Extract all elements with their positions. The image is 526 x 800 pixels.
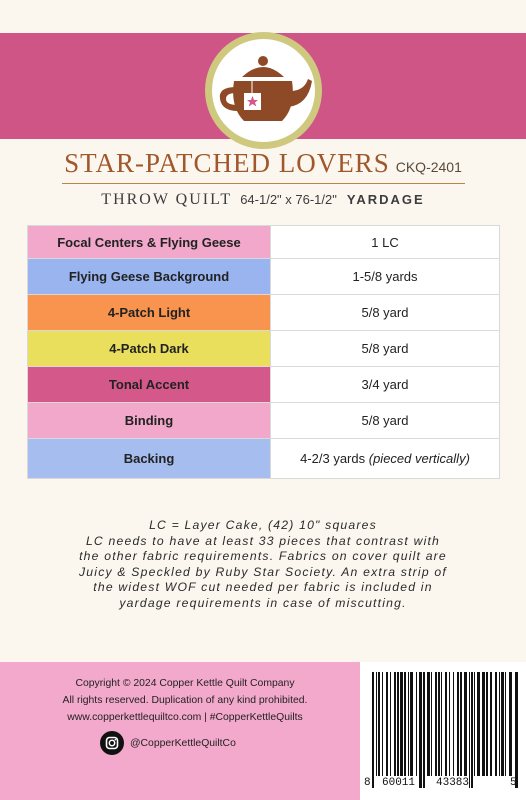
barcode-bar: [376, 672, 377, 776]
fabric-amount: [271, 259, 500, 295]
logo: [205, 32, 322, 149]
yardage-row: [28, 295, 500, 331]
fabric-amount: [271, 295, 500, 331]
barcode-bar: [469, 672, 470, 788]
barcode-bar: [457, 672, 459, 776]
barcode-digit-group: 60011: [382, 777, 416, 789]
barcode-bar: [505, 672, 506, 776]
barcode-bar: [408, 672, 409, 776]
social-link[interactable]: [100, 730, 236, 756]
quilt-size: 64-1/2" x 76-1/2": [240, 192, 337, 207]
website-link[interactable]: www.copperkettlequiltco.com | #CopperKettleQuilts: [67, 712, 303, 723]
barcode-bar: [490, 672, 492, 776]
note-line: Juicy & Speckled by Ruby Star Society. An extra strip of: [79, 564, 447, 579]
yardage-row: [28, 439, 500, 479]
fabric-label: 4-Patch Light: [28, 295, 271, 331]
yardage-row: [28, 367, 500, 403]
barcode-bar: [515, 672, 518, 788]
quilt-type: THROW QUILT: [101, 191, 233, 208]
barcode-digit-group: 5: [510, 777, 517, 789]
barcode-bar: [471, 672, 473, 788]
barcode-bar: [449, 672, 450, 776]
fabric-amount: [271, 403, 500, 439]
social-handle: @CopperKettleQuiltCo: [130, 737, 236, 749]
fabric-label: Flying Geese Background: [28, 259, 271, 295]
barcode-bar: [495, 672, 497, 776]
barcode-bar: [499, 672, 500, 776]
fabric-amount: [271, 226, 500, 259]
barcode-bar: [410, 672, 413, 776]
amount-text: 5/8 yard: [361, 413, 409, 428]
fabric-amount: [271, 439, 500, 479]
fabric-label: Binding: [28, 403, 271, 439]
barcode-bar: [386, 672, 388, 776]
barcode-bar: [445, 672, 447, 776]
barcode-bar: [441, 672, 442, 776]
amount-text: 4-2/3 yards: [300, 451, 366, 466]
barcode-bar: [390, 672, 391, 776]
notes-block: [24, 518, 502, 611]
barcode-bar: [400, 672, 403, 776]
amount-text: 1-5/8 yards: [352, 269, 418, 284]
fabric-label: Backing: [28, 439, 271, 479]
barcode-bar: [431, 672, 432, 776]
barcode-bar: [397, 672, 399, 776]
amount-text: 5/8 yard: [361, 341, 409, 356]
title-divider: [62, 183, 465, 184]
barcode-bar: [382, 672, 383, 776]
teapot-icon: [212, 39, 315, 142]
barcode-bar: [394, 672, 396, 776]
yardage-row: [28, 259, 500, 295]
barcode-bar: [464, 672, 467, 776]
yardage-row: [28, 403, 500, 439]
subtitle-row: [0, 191, 526, 215]
note-line: LC = Layer Cake, (42) 10" squares: [149, 518, 377, 532]
barcode-bar: [460, 672, 462, 776]
note-line: the widest WOF cut needed per fabric is included in: [93, 580, 433, 594]
fabric-label: 4-Patch Dark: [28, 331, 271, 367]
fabric-amount: [271, 331, 500, 367]
barcode-bar: [482, 672, 485, 776]
fabric-label: Tonal Accent: [28, 367, 271, 403]
yardage-table: [27, 225, 500, 479]
barcode-bar: [404, 672, 406, 776]
pattern-code: CKQ-2401: [395, 159, 462, 175]
barcode-bar: [416, 672, 417, 776]
amount-text: 3/4 yard: [361, 377, 409, 392]
pattern-title: STAR-PATCHED LOVERS: [64, 148, 390, 178]
section-heading: YARDAGE: [346, 192, 425, 207]
yardage-row: [28, 226, 500, 259]
barcode-bar: [427, 672, 430, 776]
footer-text: [30, 675, 340, 726]
note-line: LC needs to have at least 33 pieces that contrast with: [85, 533, 441, 548]
barcode-bar: [419, 672, 422, 788]
barcode-bar: [435, 672, 437, 776]
barcode-bar: [486, 672, 488, 776]
barcode-bar: [372, 672, 374, 788]
fabric-label: Focal Centers & Flying Geese: [28, 226, 271, 259]
instagram-icon: [100, 731, 124, 755]
barcode-bar: [501, 672, 504, 776]
barcode-number: [0, 777, 517, 791]
fabric-amount: [271, 367, 500, 403]
note-line: the other fabric requirements. Fabrics on cover quilt are: [79, 549, 447, 563]
rights-text: All rights reserved. Duplication of any kind prohibited.: [62, 695, 308, 706]
note-line: yardage requirements in case of miscutting.: [119, 595, 407, 610]
copyright-text: Copyright © 2024 Copper Kettle Quilt Company: [75, 678, 295, 689]
barcode-bar: [378, 672, 380, 776]
pattern-title-row: [0, 148, 526, 184]
barcode-bar: [477, 672, 480, 776]
barcode-bar: [509, 672, 512, 776]
amount-text: 1 LC: [371, 234, 399, 250]
amount-note: (pieced vertically): [368, 451, 470, 466]
barcode-bar: [423, 672, 425, 788]
barcode-bar: [474, 672, 475, 776]
barcode-bar: [438, 672, 440, 776]
barcode-digit-group: 8: [364, 777, 371, 789]
yardage-row: [28, 331, 500, 367]
barcode-bar: [453, 672, 454, 776]
amount-text: 5/8 yard: [361, 305, 409, 320]
barcode-digit-group: 43383: [436, 777, 470, 789]
